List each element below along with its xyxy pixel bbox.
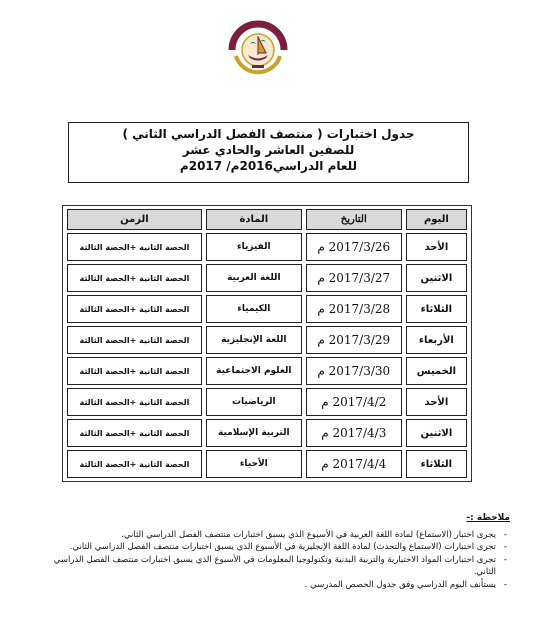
cell-day: الخميس [406,357,467,385]
cell-date: 2017/4/4 م [306,450,402,478]
cell-date: 2017/3/30 م [306,357,402,385]
cell-date: 2017/3/29 م [306,326,402,354]
cell-date: 2017/4/2 م [306,388,402,416]
table-row [67,357,467,385]
cell-time: الحصة الثانية +الحصة الثالثة [67,326,202,354]
table-row [67,264,467,292]
table-row [67,326,467,354]
table-row [67,233,467,261]
table-row [67,419,467,447]
cell-time: الحصة الثانية +الحصة الثالثة [67,295,202,323]
header-subject: المادة [206,209,302,230]
cell-subject: التربية الإسلامية [206,419,302,447]
cell-date: 2017/3/27 م [306,264,402,292]
cell-day: الأحد [406,233,467,261]
cell-time: الحصة الثانية +الحصة الثالثة [67,357,202,385]
cell-time: الحصة الثانية +الحصة الثالثة [67,419,202,447]
cell-subject: الرياضيات [206,388,302,416]
table-row [67,388,467,416]
cell-date: 2017/3/28 م [306,295,402,323]
cell-day: الاثنين [406,419,467,447]
header-time: الزمن [67,209,202,230]
notes-heading: ملاحظة :- [466,513,510,523]
cell-day: الأحد [406,388,467,416]
title-line-1: جدول اختبارات ( منتصف الفصل الدراسي الثاني ) [122,127,415,141]
cell-subject: العلوم الاجتماعية [206,357,302,385]
cell-day: الثلاثاء [406,295,467,323]
note-item: - تجرى اختبارات (الاستماع والتحدث) لمادة اللغة الإنجليزية في الأسبوع الذي يسبق اختبارات منتصف الفصل الدراسي الثاني. [50,541,496,554]
header-day: اليوم [406,209,467,230]
table-header-row [67,209,467,230]
header-date: التاريخ [306,209,402,230]
cell-subject: اللغة الإنجليزية [206,326,302,354]
exam-schedule-table [62,205,472,482]
cell-date: 2017/4/3 م [306,419,402,447]
cell-time: الحصة الثانية +الحصة الثالثة [67,450,202,478]
title-line-3: للعام الدراسي2016م/ 2017م [179,159,358,173]
document-title-box [68,122,469,183]
table-row [67,295,467,323]
cell-day: الأربعاء [406,326,467,354]
cell-time: الحصة الثانية +الحصة الثالثة [67,233,202,261]
cell-time: الحصة الثانية +الحصة الثالثة [67,388,202,416]
notes-section [50,512,510,591]
table-row [67,450,467,478]
ministry-emblem-icon [222,10,294,82]
notes-list [50,529,510,592]
cell-day: الاثنين [406,264,467,292]
cell-date: 2017/3/26 م [306,233,402,261]
cell-subject: الكيمياء [206,295,302,323]
note-item: - تجرى اختبارات المواد الاختيارية والتربية البدنية وتكنولوجيا المعلومات في الأسبوع الذي يسبق اختبارات منتصف الفصل الدراسي الثاني. [50,554,496,579]
cell-time: الحصة الثانية +الحصة الثالثة [67,264,202,292]
cell-subject: اللغة العربية [206,264,302,292]
title-line-2: للصفين العاشر والحادي عشر [182,143,355,157]
cell-day: الثلاثاء [406,450,467,478]
note-item: - يجرى اختبار (الاستماع) لمادة اللغة العربية في الأسبوع الذي يسبق اختبارات منتصف الفصل الدراسي الثاني. [50,529,496,542]
note-item: - يستأنف اليوم الدراسي وفق جدول الحصص المدرسي . [50,579,496,592]
cell-subject: الفيزياء [206,233,302,261]
cell-subject: الأحياء [206,450,302,478]
